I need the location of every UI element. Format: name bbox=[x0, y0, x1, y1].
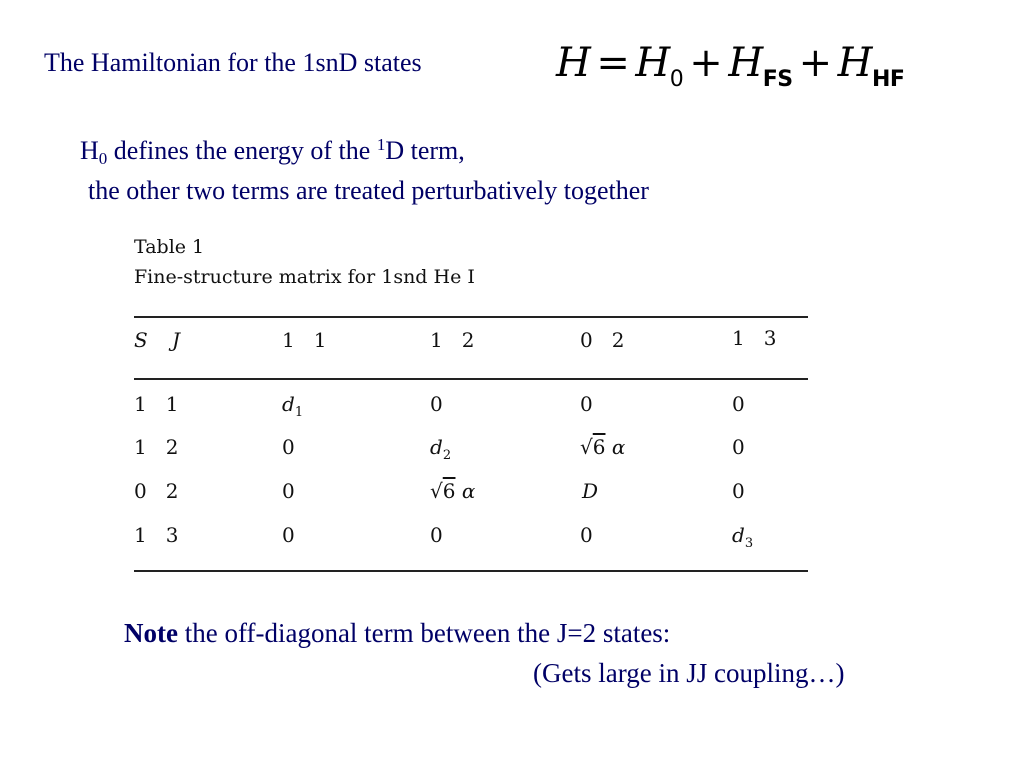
row-3-col-2: √6 α bbox=[430, 479, 476, 503]
formula-sub-0: 0 bbox=[669, 67, 684, 92]
header-col-2: 1 2 bbox=[430, 328, 475, 352]
row-3-sj: 0 2 bbox=[134, 479, 179, 503]
row-4-col-2: 0 bbox=[430, 523, 443, 547]
row-4-sj: 1 3 bbox=[134, 523, 179, 547]
perturbative-text: the other two terms are treated perturbatively together bbox=[88, 176, 649, 205]
note-text bbox=[124, 618, 670, 649]
row-1-sj: 1 1 bbox=[134, 392, 179, 416]
table-bottom-rule bbox=[134, 570, 808, 572]
table-caption-title: Table 1 bbox=[134, 236, 205, 258]
formula-plus-1: + bbox=[689, 40, 723, 86]
header-j: J bbox=[172, 328, 181, 352]
table-caption-subtitle: Fine-structure matrix for 1snd He I bbox=[134, 266, 475, 288]
formula-sub-hf: HF bbox=[871, 67, 905, 92]
note-rest: the off-diagonal term between the J=2 states: bbox=[177, 618, 671, 648]
row-2-col-2: $d_2$ bbox=[430, 435, 452, 463]
formula-hhf: H bbox=[837, 40, 872, 86]
formula-plus-2: + bbox=[798, 40, 832, 86]
row-3-col-3: D bbox=[582, 479, 599, 503]
h0-definition-text bbox=[80, 136, 465, 169]
row-4-col-3: 0 bbox=[580, 523, 593, 547]
formula-sub-fs: FS bbox=[762, 67, 793, 92]
header-col-3: 0 2 bbox=[580, 328, 625, 352]
formula-h: H bbox=[556, 40, 591, 86]
h0-text-a: defines the energy of the bbox=[107, 136, 377, 165]
row-2-col-1: 0 bbox=[282, 435, 295, 459]
hamiltonian-intro-text: The Hamiltonian for the 1snD states bbox=[44, 48, 422, 77]
row-2-col-3: √6 α bbox=[580, 435, 626, 459]
row-1-col-3: 0 bbox=[580, 392, 593, 416]
note-jj-coupling: (Gets large in JJ coupling…) bbox=[533, 658, 845, 688]
formula-hfs: H bbox=[728, 40, 763, 86]
table-header-rule bbox=[134, 378, 808, 380]
header-col-1: 1 1 bbox=[282, 328, 327, 352]
fine-structure-table bbox=[130, 230, 810, 580]
row-3-col-1: 0 bbox=[282, 479, 295, 503]
header-s: S bbox=[134, 328, 148, 352]
row-3-col-4: 0 bbox=[732, 479, 745, 503]
row-4-col-1: 0 bbox=[282, 523, 295, 547]
row-1-col-2: 0 bbox=[430, 392, 443, 416]
formula-equals: = bbox=[596, 40, 630, 86]
h0-subscript: 0 bbox=[98, 149, 108, 168]
row-1-col-1: $d_1$ bbox=[282, 392, 304, 420]
hamiltonian-formula bbox=[556, 40, 904, 92]
row-1-col-4: 0 bbox=[732, 392, 745, 416]
h0-text-b: D term, bbox=[385, 136, 465, 165]
h0-symbol: H bbox=[80, 136, 99, 165]
formula-h0: H bbox=[635, 40, 670, 86]
term-superscript: 1 bbox=[376, 135, 386, 154]
row-4-col-4: $d_3$ bbox=[732, 523, 754, 551]
note-bold: Note bbox=[124, 618, 178, 648]
row-2-col-4: 0 bbox=[732, 435, 745, 459]
header-col-4: 1 3 bbox=[732, 326, 777, 350]
row-2-sj: 1 2 bbox=[134, 435, 179, 459]
table-top-rule bbox=[134, 316, 808, 318]
